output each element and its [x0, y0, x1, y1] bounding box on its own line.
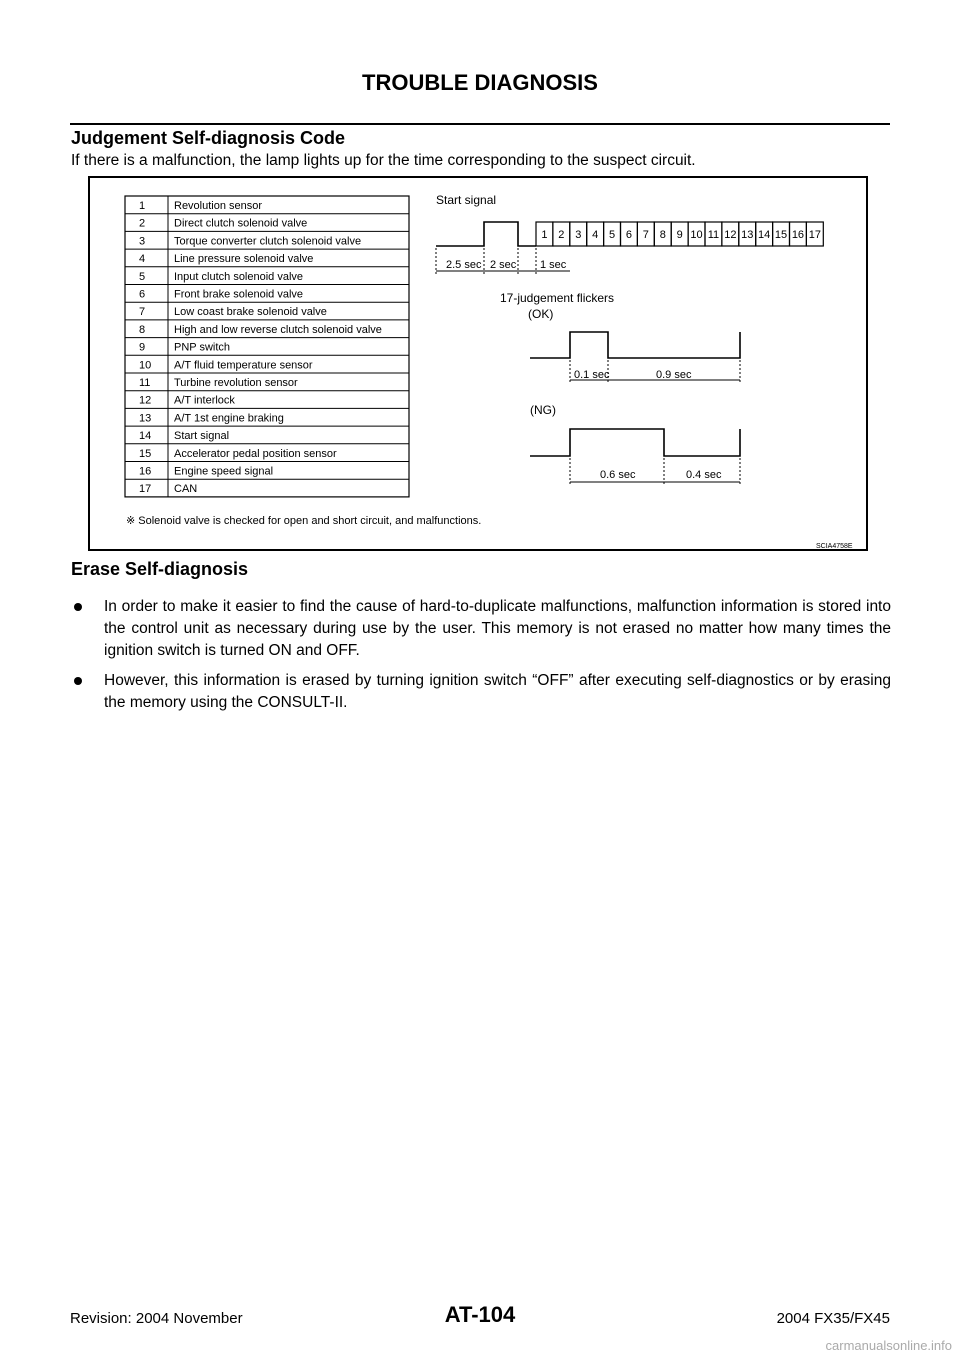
ok-off-time: 0.9 sec: [656, 369, 692, 381]
start-pulse: [436, 222, 536, 246]
code-number: 12: [139, 394, 152, 407]
code-label: A/T interlock: [174, 394, 235, 407]
code-number: 1: [139, 200, 146, 212]
code-number: 10: [139, 359, 152, 372]
footer-model: 2004 FX35/FX45: [776, 1310, 890, 1327]
judgement-intro: If there is a malfunction, the lamp lights up for the time corresponding to the suspect circuit.: [71, 152, 696, 169]
judgement-heading: Judgement Self-diagnosis Code: [71, 128, 346, 148]
timing-2-5-sec: 2.5 sec: [446, 259, 482, 271]
code-label: Front brake solenoid valve: [174, 288, 304, 301]
code-label: Low coast brake solenoid valve: [174, 306, 327, 319]
ok-on-time: 0.1 sec: [574, 369, 610, 381]
sequence-number: 16: [791, 229, 805, 241]
sequence-number: 7: [642, 229, 649, 241]
sequence-boxes: [536, 222, 823, 246]
figure-diagram: [90, 178, 870, 553]
sequence-number: 15: [774, 229, 788, 241]
erase-bullet-item: [71, 670, 891, 714]
erase-heading: Erase Self-diagnosis: [71, 559, 249, 579]
code-number: 6: [139, 288, 146, 301]
ok-label: (OK): [528, 307, 554, 321]
code-number: 2: [139, 217, 146, 230]
timing-2-sec: 2 sec: [490, 259, 517, 271]
code-number: 13: [139, 412, 152, 425]
code-label: Torque converter clutch solenoid valve: [174, 235, 362, 248]
erase-bullet-list: [71, 596, 891, 722]
sequence-number: 1: [541, 229, 548, 241]
code-label: PNP switch: [174, 341, 231, 354]
ok-waveform: [530, 332, 740, 358]
figure-note: ※ Solenoid valve is checked for open and short circuit, and malfunctions.: [126, 515, 482, 527]
sequence-number: 8: [659, 229, 666, 241]
code-label: Input clutch solenoid valve: [174, 270, 304, 283]
page-title: TROUBLE DIAGNOSIS: [362, 70, 598, 95]
code-label: Turbine revolution sensor: [174, 377, 298, 389]
code-number: 7: [139, 306, 146, 319]
sequence-number: 11: [707, 229, 720, 241]
code-label: High and low reverse clutch solenoid valve: [174, 323, 382, 336]
ng-off-time: 0.4 sec: [686, 469, 722, 481]
timing-1-sec: 1 sec: [540, 259, 567, 271]
sequence-number: 2: [558, 229, 565, 241]
ng-on-time: 0.6 sec: [600, 469, 636, 481]
code-number: 4: [139, 253, 146, 266]
sequence-number: 12: [724, 229, 737, 241]
code-label: Direct clutch solenoid valve: [174, 217, 308, 230]
code-number: 5: [139, 270, 146, 283]
sequence-number: 14: [758, 229, 771, 241]
code-number: 14: [139, 430, 152, 443]
figure-code: SCIA4758E: [816, 543, 853, 550]
sequence-number: 5: [608, 229, 616, 241]
code-label: Accelerator pedal position sensor: [174, 447, 337, 460]
code-label: Start signal: [174, 430, 230, 443]
code-number: 11: [139, 377, 151, 389]
erase-bullet-text: In order to make it easier to find the cause of hard-to-duplicate malfunctions, malfunction information is stored into the control unit as necessary during use by the user. This memory is not erased no matter how many times the ignition switch is turned ON and OFF.: [104, 598, 891, 659]
footer-page-number: AT-104: [444, 1302, 516, 1327]
code-number: 3: [139, 235, 146, 248]
code-number: 17: [139, 483, 152, 496]
watermark: carmanualsonline.info: [825, 1338, 952, 1353]
title-rule: [70, 123, 890, 125]
sequence-number: 6: [625, 229, 633, 241]
code-number: 9: [139, 341, 146, 354]
sequence-number: 4: [592, 229, 599, 241]
code-label: Engine speed signal: [174, 465, 274, 478]
start-signal-label: Start signal: [436, 193, 497, 207]
code-number: 8: [139, 323, 146, 336]
erase-bullet-text: However, this information is erased by turning ignition switch “OFF” after executing self-diagnostics or by erasing the memory using the CONSULT-II.: [104, 672, 891, 711]
sequence-number: 13: [741, 229, 754, 241]
code-number: 16: [139, 465, 152, 478]
footer-revision: Revision: 2004 November: [70, 1310, 243, 1327]
sequence-number: 17: [808, 229, 821, 241]
code-label: CAN: [174, 483, 198, 496]
ng-label: (NG): [530, 403, 556, 417]
sequence-number: 10: [690, 229, 703, 241]
code-number: 15: [139, 447, 152, 460]
code-label: A/T fluid temperature sensor: [174, 359, 313, 372]
flickers-label: 17-judgement flickers: [500, 291, 615, 305]
ng-waveform: [530, 429, 740, 456]
self-diagnosis-figure: [88, 176, 868, 551]
code-table: [125, 196, 409, 497]
erase-bullet-item: [71, 596, 891, 662]
bullet-icon: [74, 677, 82, 685]
code-label: Revolution sensor: [174, 200, 263, 212]
code-label: Line pressure solenoid valve: [174, 253, 314, 266]
code-label: A/T 1st engine braking: [174, 412, 284, 425]
sequence-number: 9: [676, 229, 683, 241]
sequence-number: 3: [575, 229, 582, 241]
bullet-icon: [74, 603, 82, 611]
